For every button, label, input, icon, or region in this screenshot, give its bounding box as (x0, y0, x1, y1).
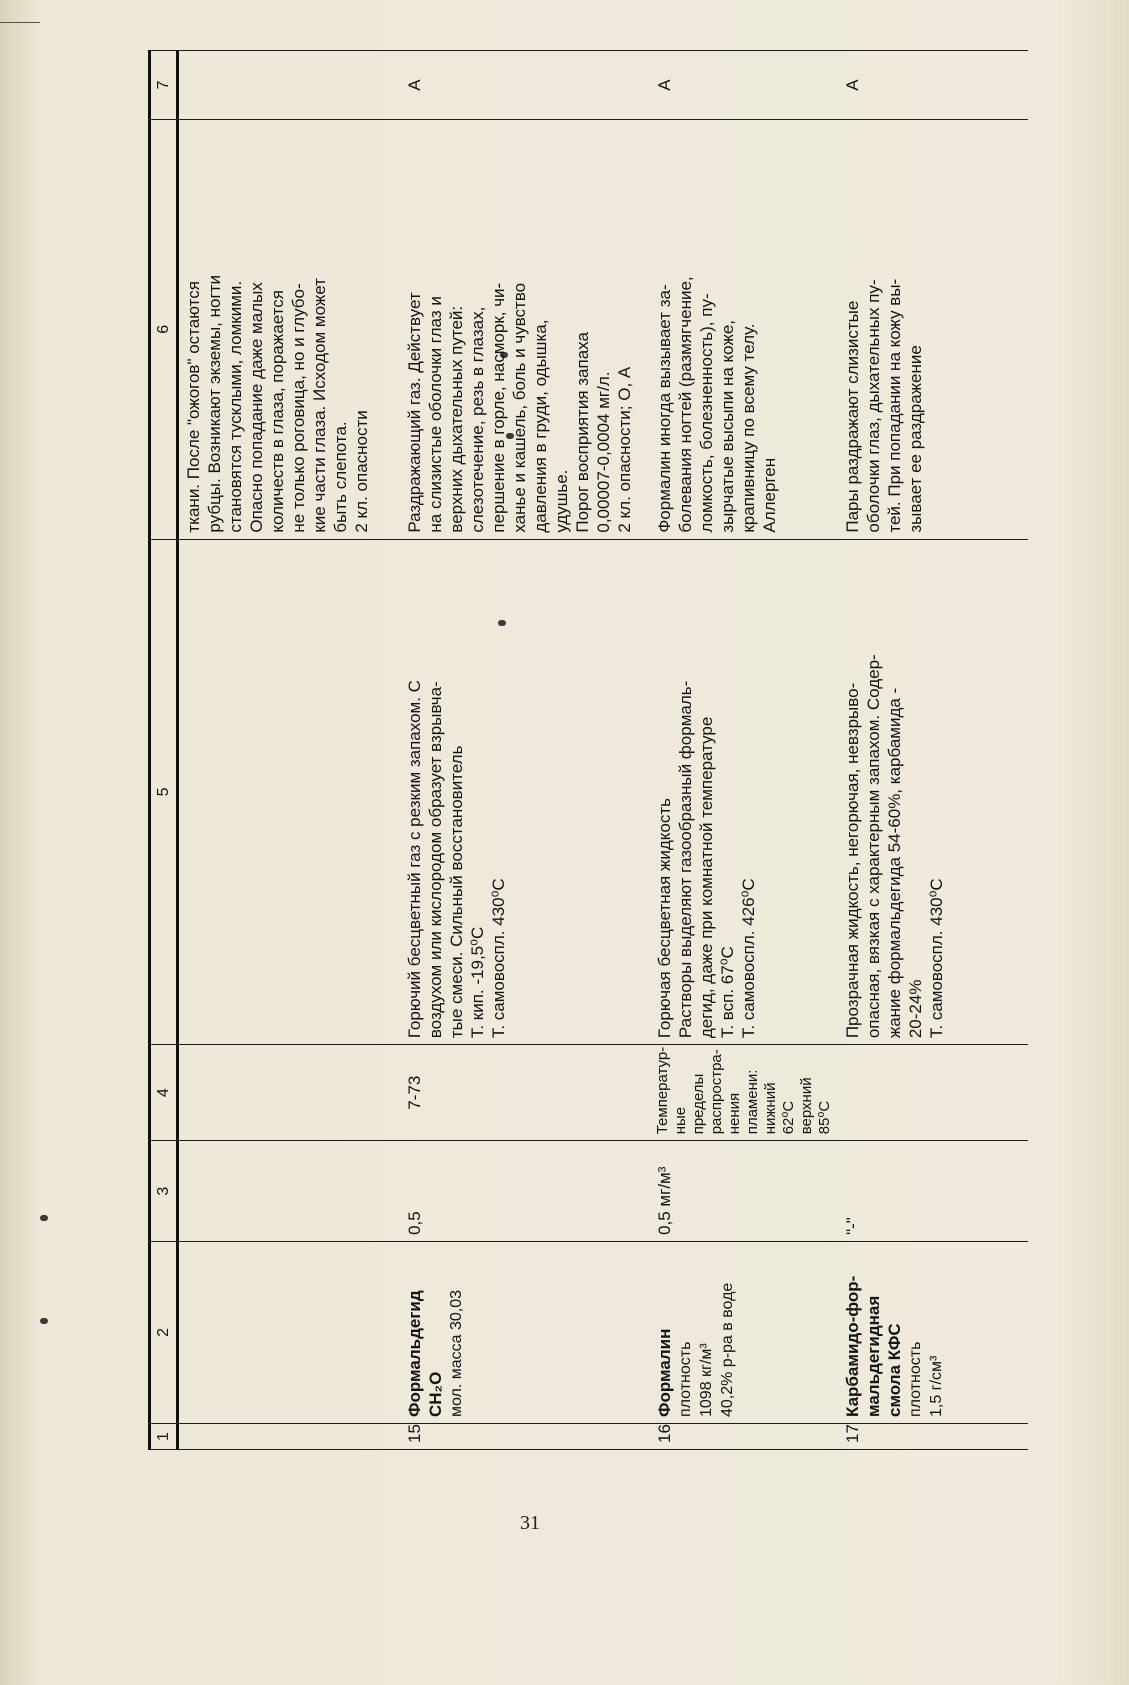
action-line: рубцы. Возникают экземы, ногти (205, 275, 224, 533)
substance-detail: плотность (676, 1341, 694, 1417)
action-line: количеств в глаза, поражается (268, 290, 287, 533)
action-line: на слизистые оболочки глаз и (425, 296, 445, 533)
action-line: ломкость, болезненность), пу- (696, 293, 716, 533)
binding-hole (40, 1215, 48, 1221)
row-number: 15 (400, 1424, 650, 1450)
row-number: 16 (650, 1424, 838, 1450)
action-line: Порог восприятия запаха (572, 332, 592, 533)
pdk-cell (178, 1141, 400, 1242)
properties-line: Т. кип. -19,5⁰С (467, 926, 487, 1039)
action-cell (650, 120, 838, 540)
header-col-2: 2 (150, 1241, 178, 1423)
action-line: 2 кл. опасности (352, 410, 371, 533)
action-line: удушье. (551, 469, 571, 533)
table-row (178, 51, 400, 1450)
table-row (400, 51, 650, 1450)
properties-line: Т. самовоспл. 430⁰С (926, 878, 946, 1039)
properties-line: Горючая бесцветная жидкость (654, 798, 674, 1039)
substance-name: Формалин (654, 1328, 674, 1417)
action-line: болевания ногтей (размягчение, (675, 276, 695, 533)
properties-cell (838, 539, 1028, 1045)
header-col-7: 7 (150, 51, 178, 120)
header-col-3: 3 (150, 1141, 178, 1242)
action-line: першение в горле, насморк, чи- (488, 282, 508, 533)
properties-line: Т. всп. 67⁰С (717, 946, 737, 1039)
hazard-table (148, 50, 1028, 1450)
action-cell (400, 120, 650, 540)
page-number: 31 (520, 1512, 540, 1534)
header-col-6: 6 (150, 120, 178, 540)
rotated-table-container (148, 50, 1028, 1450)
action-line: 0,00007-0,0004 мг/л. (593, 371, 613, 533)
limits-line: нижний 62⁰С (761, 1082, 797, 1135)
substance-detail: 1098 кг/м³ (697, 1343, 715, 1417)
properties-cell (400, 539, 650, 1045)
action-line: кие части глаза. Исходом может (310, 278, 329, 533)
action-line: Раздражающий газ. Действует (404, 292, 424, 533)
header-col-4: 4 (150, 1045, 178, 1141)
substance-cell (178, 1241, 400, 1423)
class-cell (178, 51, 400, 120)
substance-detail: 40,2% р-ра в воде (718, 1282, 736, 1417)
limits-cell (400, 1045, 650, 1141)
action-line: Формалин иногда вызывает за- (654, 284, 674, 533)
table-row (838, 51, 1028, 1450)
header-row (150, 51, 178, 1450)
limits-line: нения (725, 1092, 743, 1135)
substance-cell (400, 1241, 650, 1423)
binding-hole (40, 1318, 48, 1324)
action-cell (178, 120, 400, 540)
substance-detail: 1,5 г/см³ (927, 1355, 945, 1417)
class-cell: А (650, 51, 838, 120)
action-line: Опасно попадание даже малых (247, 282, 266, 533)
limits-line: пламени: (743, 1069, 761, 1135)
action-line: Пары раздражают слизистые (842, 300, 862, 533)
properties-line: жание формальдегида 54-60%, карбамида - (884, 687, 904, 1039)
substance-cell (650, 1241, 838, 1423)
action-line: Аллерген (759, 457, 779, 533)
row-number (178, 1424, 400, 1450)
action-line: зырчатые высыпи на коже, (717, 320, 737, 533)
limits-line: Температур- (653, 1046, 671, 1135)
properties-cell (650, 539, 838, 1045)
pdk-cell: 0,5 (400, 1141, 650, 1242)
properties-line: 20-24% (905, 979, 925, 1039)
limits-line: ные пределы (671, 1073, 707, 1135)
properties-line: опасная, вязкая с характерным запахом. Содер- (863, 654, 883, 1039)
substance-name: Карбамидо-фор-мальдегидная смола КФС (842, 1275, 904, 1417)
properties-line: Горючий бесцветный газ с резким запахом. С (404, 680, 424, 1039)
action-line: оболочки глаз, дыхательных пу- (863, 279, 883, 533)
properties-line: Т. самовоспл. 430⁰С (488, 878, 508, 1039)
action-cell (838, 120, 1028, 540)
action-line: не только роговица, но и глубо- (289, 283, 308, 533)
substance-cell (838, 1241, 1028, 1423)
header-col-1: 1 (150, 1424, 178, 1450)
action-line: ханье и кашель, боль и чувство (509, 282, 529, 533)
substance-formula: CH₂O (425, 1371, 445, 1417)
limits-cell (650, 1045, 838, 1141)
class-cell: А (838, 51, 1028, 120)
properties-line: Растворы выделяют газообразный формаль- (675, 680, 695, 1039)
properties-cell (178, 539, 400, 1045)
pdk-cell: "-" (838, 1141, 1028, 1242)
substance-detail: мол. масса 30,03 (447, 1289, 465, 1417)
properties-line: тые смеси. Сильный восстановитель (446, 745, 466, 1039)
action-line: ткани. После "ожогов" остаются (184, 281, 203, 533)
table-row (650, 51, 838, 1450)
action-line: давления в груди, одышка, (530, 319, 550, 533)
action-line: 2 кл. опасности; О, А (614, 366, 634, 533)
pdk-cell: 0,5 мг/м³ (650, 1141, 838, 1242)
action-line: зывает ее раздражение (905, 345, 925, 533)
properties-line: Прозрачная жидкость, негорючая, невзрыво- (842, 682, 862, 1039)
limits-line: распростра- (707, 1049, 725, 1135)
action-line: слезотечение, резь в глазах, (467, 306, 487, 533)
corner-mark (0, 22, 40, 23)
action-line: верхних дыхательных путей: (446, 305, 466, 533)
properties-line: Т. самовоспл. 426⁰С (738, 878, 758, 1039)
substance-name: Формальдегид (404, 1290, 424, 1417)
action-line: крапивницу по всему телу. (738, 323, 758, 533)
action-line: становятся тусклыми, ломкими. (226, 280, 245, 533)
properties-line: воздухом или кислородом образует взрывча- (425, 681, 445, 1039)
properties-line: дегид, даже при комнатной температуре (696, 716, 716, 1039)
substance-detail: плотность (906, 1341, 924, 1417)
class-cell: А (400, 51, 650, 120)
action-line: быть слепота. (331, 421, 350, 533)
limits-line: верхний 85⁰С (797, 1077, 833, 1135)
row-number: 17 (838, 1424, 1028, 1450)
header-col-5: 5 (150, 539, 178, 1045)
action-line: тей. При попадании на кожу вы- (884, 278, 904, 533)
limits-cell (178, 1045, 400, 1141)
limits-line: 7-73 (404, 1075, 424, 1110)
limits-cell (838, 1045, 1028, 1141)
